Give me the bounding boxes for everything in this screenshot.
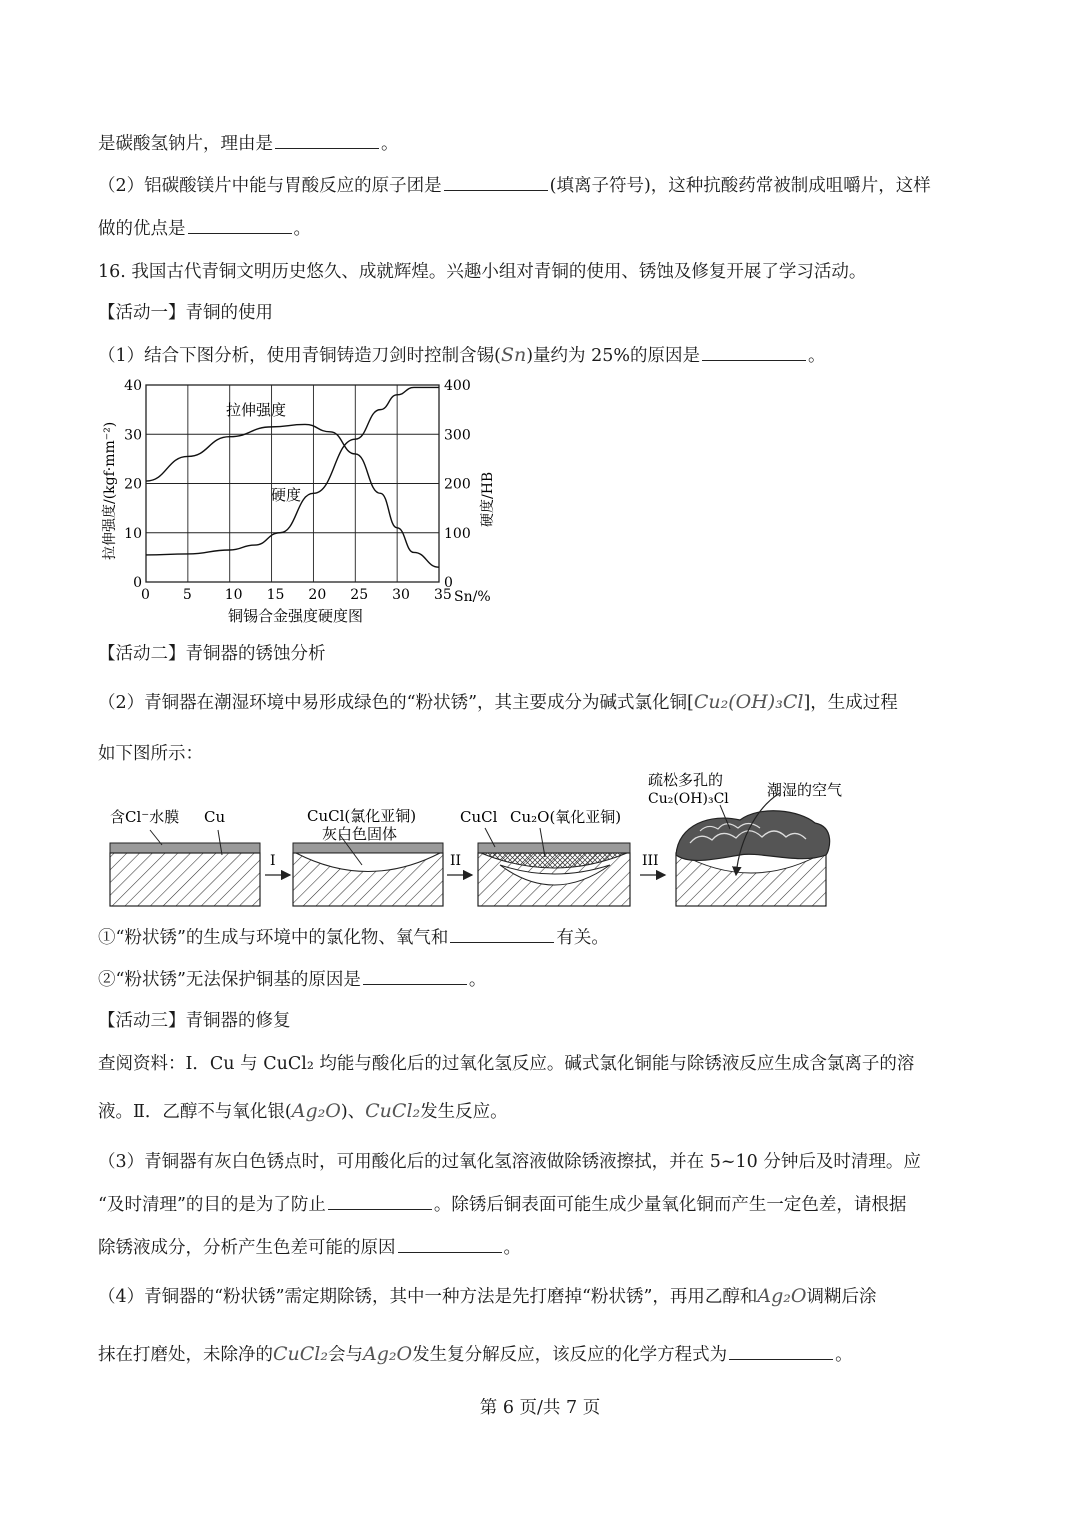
x-tick-label: 25 [350, 587, 369, 603]
formula-image: Ag₂O [363, 1343, 413, 1365]
series-line-hardness [146, 387, 439, 554]
formula-image: CuCl₂ [365, 1100, 421, 1122]
label-cucl: CuCl(氯化亚铜) [307, 807, 417, 825]
text: )、 [340, 1102, 366, 1122]
label-cu2o: Cu₂O(氧化亚铜) [510, 808, 622, 826]
label-humid-air: 潮湿的空气 [767, 781, 843, 799]
y2-tick-label: 100 [444, 525, 471, 542]
answer-blank[interactable] [363, 966, 467, 985]
text: 有关。 [556, 928, 609, 948]
text-line [98, 215, 988, 243]
stage-1 [110, 808, 260, 906]
text: ②“粉状锈”无法保护铜基的原因是 [98, 970, 361, 990]
text: 是碳酸氢钠片，理由是 [98, 134, 273, 154]
label-porous: 疏松多孔的 [648, 771, 724, 789]
text: 发生复分解反应，该反应的化学方程式为 [412, 1345, 728, 1365]
chart-series [146, 387, 439, 567]
answer-blank[interactable] [444, 172, 548, 191]
text-line [98, 172, 988, 200]
y-tick-label: 40 [124, 378, 142, 394]
text: ]，生成过程 [803, 693, 898, 713]
text: 。 [835, 1345, 853, 1365]
formula-image: Cu₂(OH)₃Cl [693, 691, 804, 713]
arrow-label-3: III [642, 853, 659, 869]
text: (填离子符号)，这种抗酸药常被制成咀嚼片，这样 [549, 176, 931, 196]
series-label-hardness: 硬度 [271, 486, 302, 504]
section-heading: 【活动二】青铜器的锈蚀分析 [98, 644, 326, 664]
arrow-label-2: II [450, 853, 462, 869]
x-tick-label: 5 [182, 587, 192, 603]
y2-tick-label: 400 [444, 378, 471, 394]
text-line [98, 1191, 988, 1219]
text: )量约为 25%的原因是 [526, 346, 701, 366]
x-tick-label: 0 [141, 587, 150, 603]
x-tick-label: 20 [308, 587, 327, 603]
answer-blank[interactable] [702, 342, 806, 361]
text-line [98, 924, 988, 952]
series-label-strength: 拉伸强度 [226, 401, 287, 419]
label-cucl-2: CuCl [460, 808, 498, 826]
text: 会与 [328, 1345, 364, 1365]
y-tick-label: 0 [133, 575, 142, 591]
text: ①“粉状锈”的生成与环境中的氯化物、氧气和 [98, 928, 449, 948]
text-line [98, 1282, 988, 1311]
answer-blank[interactable] [188, 215, 292, 234]
text: 。 [503, 1238, 521, 1258]
label-water-film: 含Cl⁻水膜 [110, 808, 180, 826]
y2-axis-label: 硬度/HB [480, 471, 496, 527]
text: （2）铝碳酸镁片中能与胃酸反应的原子团是 [98, 176, 442, 196]
text: 抹在打磨处，未除净的 [98, 1345, 273, 1365]
text: 。 [381, 134, 399, 154]
text-line [98, 966, 988, 994]
label-cu: Cu [204, 808, 226, 826]
y-axis-label: 拉伸强度/(kgf·mm⁻²) [102, 421, 118, 560]
answer-blank[interactable] [398, 1234, 502, 1253]
answer-blank[interactable] [275, 130, 379, 149]
text-line [98, 688, 988, 717]
text-line: 查阅资料：Ⅰ．Cu 与 CuCl₂ 均能与酸化后的过氧化氢反应。碱式氯化铜能与除锈液反应生成含氯离子的溶 [98, 1054, 915, 1074]
text-line [98, 1097, 988, 1126]
section-heading: 【活动一】青铜的使用 [98, 303, 273, 323]
strength-hardness-chart [96, 372, 516, 632]
text: 除锈液成分，分析产生色差可能的原因 [98, 1238, 396, 1258]
chart-title: 铜锡合金强度硬度图 [228, 607, 364, 625]
stage-3 [460, 808, 630, 906]
stage-2 [293, 807, 443, 906]
text: （2）青铜器在潮湿环境中易形成绿色的“粉状锈”，其主要成分为碱式氯化铜[ [98, 693, 694, 713]
text-line [98, 130, 988, 158]
label-cu2oh3cl: Cu₂(OH)₃Cl [648, 791, 729, 807]
x-tick-label: 10 [224, 587, 243, 603]
x-tick-label: 35 [434, 587, 452, 603]
text: 。除锈后铜表面可能生成少量氧化铜而产生一定色差，请根据 [433, 1195, 907, 1215]
chart-grid [146, 385, 439, 582]
text: “及时清理”的目的是为了防止 [98, 1195, 326, 1215]
x-tick-label: 15 [266, 587, 285, 603]
question-heading: 16. 我国古代青铜文明历史悠久、成就辉煌。兴趣小组对青铜的使用、锈蚀及修复开展了学习活动。 [98, 262, 867, 282]
label-grey-solid: 灰白色固体 [322, 825, 398, 843]
answer-blank[interactable] [450, 924, 554, 943]
text-line [98, 1340, 988, 1369]
y-tick-label: 20 [124, 476, 142, 493]
text-line: （3）青铜器有灰白色锈点时，可用酸化后的过氧化氢溶液做除锈液擦拭，并在 5~10 分钟后及时清理。应 [98, 1152, 921, 1172]
y2-tick-label: 300 [444, 427, 471, 444]
text-line: 如下图所示： [98, 744, 203, 764]
formula-image: CuCl₂ [273, 1343, 329, 1365]
text: 。 [468, 970, 487, 990]
x-tick-label: 30 [392, 587, 410, 603]
y-tick-label: 10 [124, 525, 142, 542]
text: 调糊后涂 [806, 1287, 877, 1307]
x-axis-label: Sn/% [454, 589, 491, 605]
text: 发生反应。 [420, 1102, 508, 1122]
text: 。 [293, 219, 311, 239]
y2-tick-label: 0 [444, 575, 453, 591]
formula-image: Ag₂O [757, 1285, 807, 1307]
text-line [98, 1234, 988, 1262]
answer-blank[interactable] [729, 1341, 833, 1360]
answer-blank[interactable] [328, 1191, 432, 1210]
text: 。 [808, 346, 826, 366]
y2-tick-label: 200 [444, 476, 471, 493]
arrow-label-1: I [270, 853, 276, 869]
y-tick-label: 30 [124, 427, 142, 444]
formula-image: Sn [500, 344, 527, 366]
text: （1）结合下图分析，使用青铜铸造刀剑时控制含锡( [98, 346, 501, 366]
text: （4）青铜器的“粉状锈”需定期除锈，其中一种方法是先打磨掉“粉状锈”，再用乙醇和 [98, 1287, 758, 1307]
formula-image: Ag₂O [291, 1100, 341, 1122]
page-footer: 第 6 页/共 7 页 [479, 1398, 601, 1418]
text: 做的优点是 [98, 219, 186, 239]
text-line [98, 341, 988, 370]
corrosion-process-diagram [100, 765, 880, 915]
section-heading: 【活动三】青铜器的修复 [98, 1011, 291, 1031]
text: 液。Ⅱ．乙醇不与氧化银( [98, 1102, 292, 1122]
stage-4 [648, 771, 842, 906]
